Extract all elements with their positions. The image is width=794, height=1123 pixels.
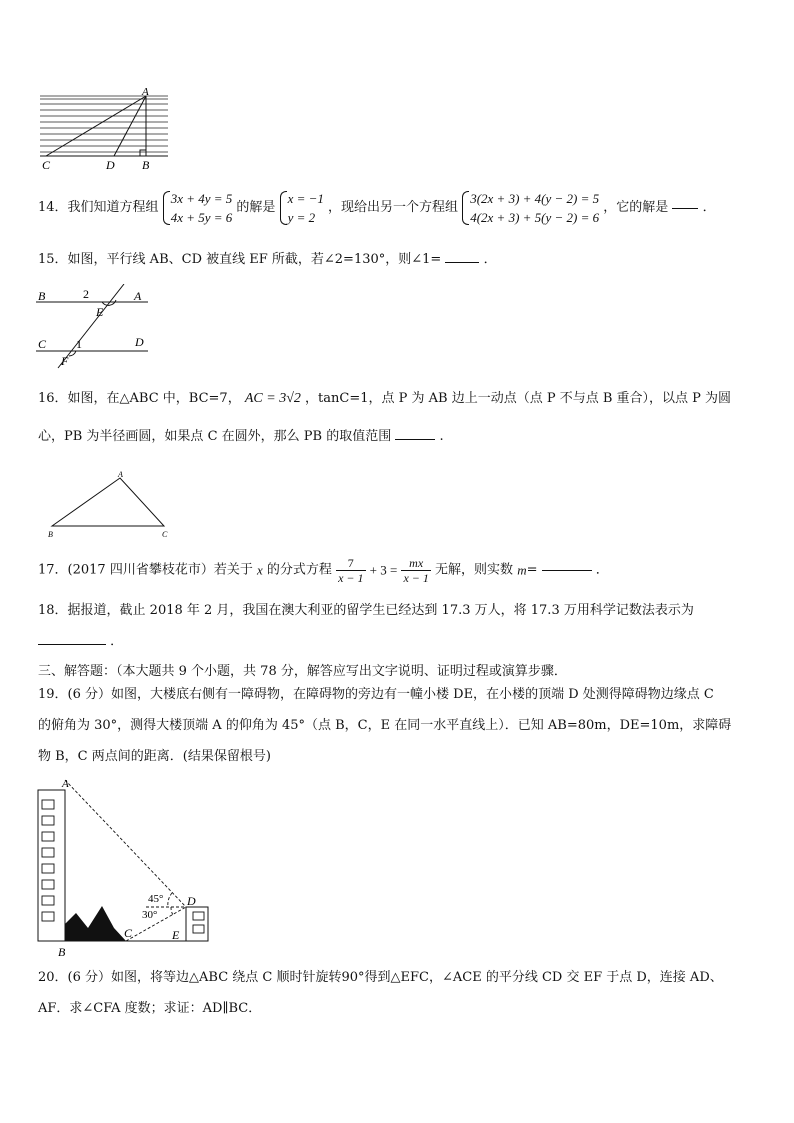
question-19-line-2 <box>38 718 731 734</box>
q17-end: ． <box>595 562 609 578</box>
q16-answer-blank[interactable] <box>395 439 435 440</box>
q16-end: . <box>439 429 444 444</box>
q18-answer-blank[interactable] <box>38 644 106 645</box>
question-20-line-1 <box>38 970 723 986</box>
q17-part1: 17．(2017 四川省攀枝花市）若关于 <box>38 562 253 578</box>
label-C: C <box>42 158 51 172</box>
label-E: E <box>96 305 104 319</box>
q14-sol-x: x = −1 <box>287 191 324 206</box>
q15-text: 15．如图，平行线 AB、CD 被直线 EF 所截，若∠2=130°，则∠1= <box>38 252 442 267</box>
figure-q15 <box>36 284 152 370</box>
q15-answer-blank[interactable] <box>445 262 479 263</box>
q18-end: ． <box>110 634 124 649</box>
label-1: 1 <box>76 337 82 351</box>
q14-mid2: ，现给出另一个方程组 <box>328 200 459 215</box>
label-E: E <box>172 928 180 942</box>
q19-line3: 物 B，C 两点间的距离．(结果保留根号) <box>38 749 271 764</box>
label-C: C <box>162 530 168 539</box>
q16-part2: ，tanC=1，点 P 为 AB 边上一动点（点 P 不与点 B 重合），以点 P 为圆 <box>305 391 732 406</box>
question-19-line-1 <box>38 687 714 703</box>
q17-f1-numerator: 7 <box>336 556 365 571</box>
label-2: 2 <box>83 287 89 301</box>
q16-ac-expression: AC = 3√2 <box>244 391 301 406</box>
q14-prefix: 14．我们知道方程组 <box>38 200 159 215</box>
q14-mid1: 的解是 <box>236 200 276 215</box>
label-45: 45° <box>148 893 164 905</box>
label-B: B <box>58 945 66 959</box>
q17-fraction-2 <box>401 556 430 585</box>
question-20-line-2 <box>38 1001 261 1017</box>
label-A: A <box>118 470 123 479</box>
q14-answer-blank[interactable] <box>672 208 698 209</box>
water-hatching <box>40 96 168 152</box>
question-14 <box>38 189 716 227</box>
label-C: C <box>124 926 133 940</box>
section-3-text: 三、解答题：（本大题共 9 个小题，共 78 分，解答应写出文字说明、证明过程或演算步骤． <box>38 664 567 679</box>
q17-part4: = <box>526 562 538 578</box>
question-18-line-2 <box>38 634 123 650</box>
q20-line1: 20．(6 分）如图，将等边△ABC 绕点 C 顺时针旋转90°得到△EFC，∠ACE 的平分线 CD 交 EF 于点 D，连接 AD、 <box>38 970 723 985</box>
obstacle <box>65 906 126 941</box>
q14-system-1 <box>163 189 233 227</box>
label-B: B <box>142 158 150 172</box>
q17-fraction-1 <box>336 556 365 585</box>
q19-line2: 的俯角为 30°，测得大楼顶端 A 的仰角为 45°（点 B，C，E 在同一水平直线上）．已知 AB=80m，DE=10m，求障碍 <box>38 718 732 733</box>
q17-f2-numerator: mx <box>401 556 430 571</box>
figure-q13 <box>36 86 172 174</box>
label-A: A <box>142 86 149 98</box>
label-A: A <box>134 289 142 303</box>
q17-part2: 的分式方程 <box>266 562 332 578</box>
q14-sys1-eq1: 3x + 4y = 5 <box>170 191 233 206</box>
q17-var-x: x <box>256 562 263 578</box>
q17-part3: 无解，则实数 <box>435 562 514 578</box>
q14-system-2 <box>462 189 599 227</box>
label-B: B <box>48 530 53 539</box>
label-D: D <box>187 894 196 908</box>
q14-end: ． <box>702 200 716 215</box>
q14-sys2-eq1: 3(2x + 3) + 4(y − 2) = 5 <box>470 191 600 206</box>
q17-f1-denominator: x − 1 <box>338 571 364 585</box>
q14-sys1-eq2: 4x + 5y = 6 <box>170 210 233 225</box>
building-windows <box>42 800 54 921</box>
label-A: A <box>62 778 69 790</box>
figure-q16 <box>44 470 174 542</box>
question-16-line-1 <box>38 391 731 407</box>
label-D: D <box>135 335 144 349</box>
q19-line1: 19．(6 分）如图，大楼底右侧有一障碍物，在障碍物的旁边有一幢小楼 DE，在小楼的顶端 D 处测得障碍物边缘点 C <box>38 687 714 702</box>
label-F: F <box>61 354 69 368</box>
label-D: D <box>106 158 115 172</box>
q17-var-m: m <box>517 562 527 578</box>
q14-sys2-eq2: 4(2x + 3) + 5(y − 2) = 6 <box>470 210 600 225</box>
q18-line1: 18．据报道，截止 2018 年 2 月，我国在澳大利亚的留学生已经达到 17.3 万人，将 17.3 万用科学记数法表示为 <box>38 603 694 618</box>
label-30: 30° <box>142 909 158 921</box>
question-18-line-1 <box>38 603 694 619</box>
label-C: C <box>38 337 47 351</box>
q14-sol-y: y = 2 <box>287 210 316 225</box>
figure-q19 <box>34 776 218 960</box>
q16-part1: 16．如图，在△ABC 中，BC=7， <box>38 391 241 406</box>
question-19-line-3 <box>38 749 271 765</box>
question-17 <box>38 556 609 585</box>
q17-answer-blank[interactable] <box>542 570 592 571</box>
q14-suffix: ，它的解是 <box>603 200 669 215</box>
question-16-line-2 <box>38 429 444 445</box>
q20-line2: AF．求∠CFA 度数；求证：AD∥BC． <box>38 1001 262 1016</box>
label-B: B <box>38 289 46 303</box>
section-3-heading <box>38 664 567 680</box>
q17-f2-denominator: x − 1 <box>403 571 429 585</box>
q15-end: ． <box>483 252 497 267</box>
q14-solution <box>280 189 324 227</box>
question-15 <box>38 252 497 268</box>
q17-plus: + 3 = <box>369 562 398 578</box>
q16-line2: 心，PB 为半径画圆，如果点 C 在圆外，那么 PB 的取值范围 <box>38 429 392 444</box>
